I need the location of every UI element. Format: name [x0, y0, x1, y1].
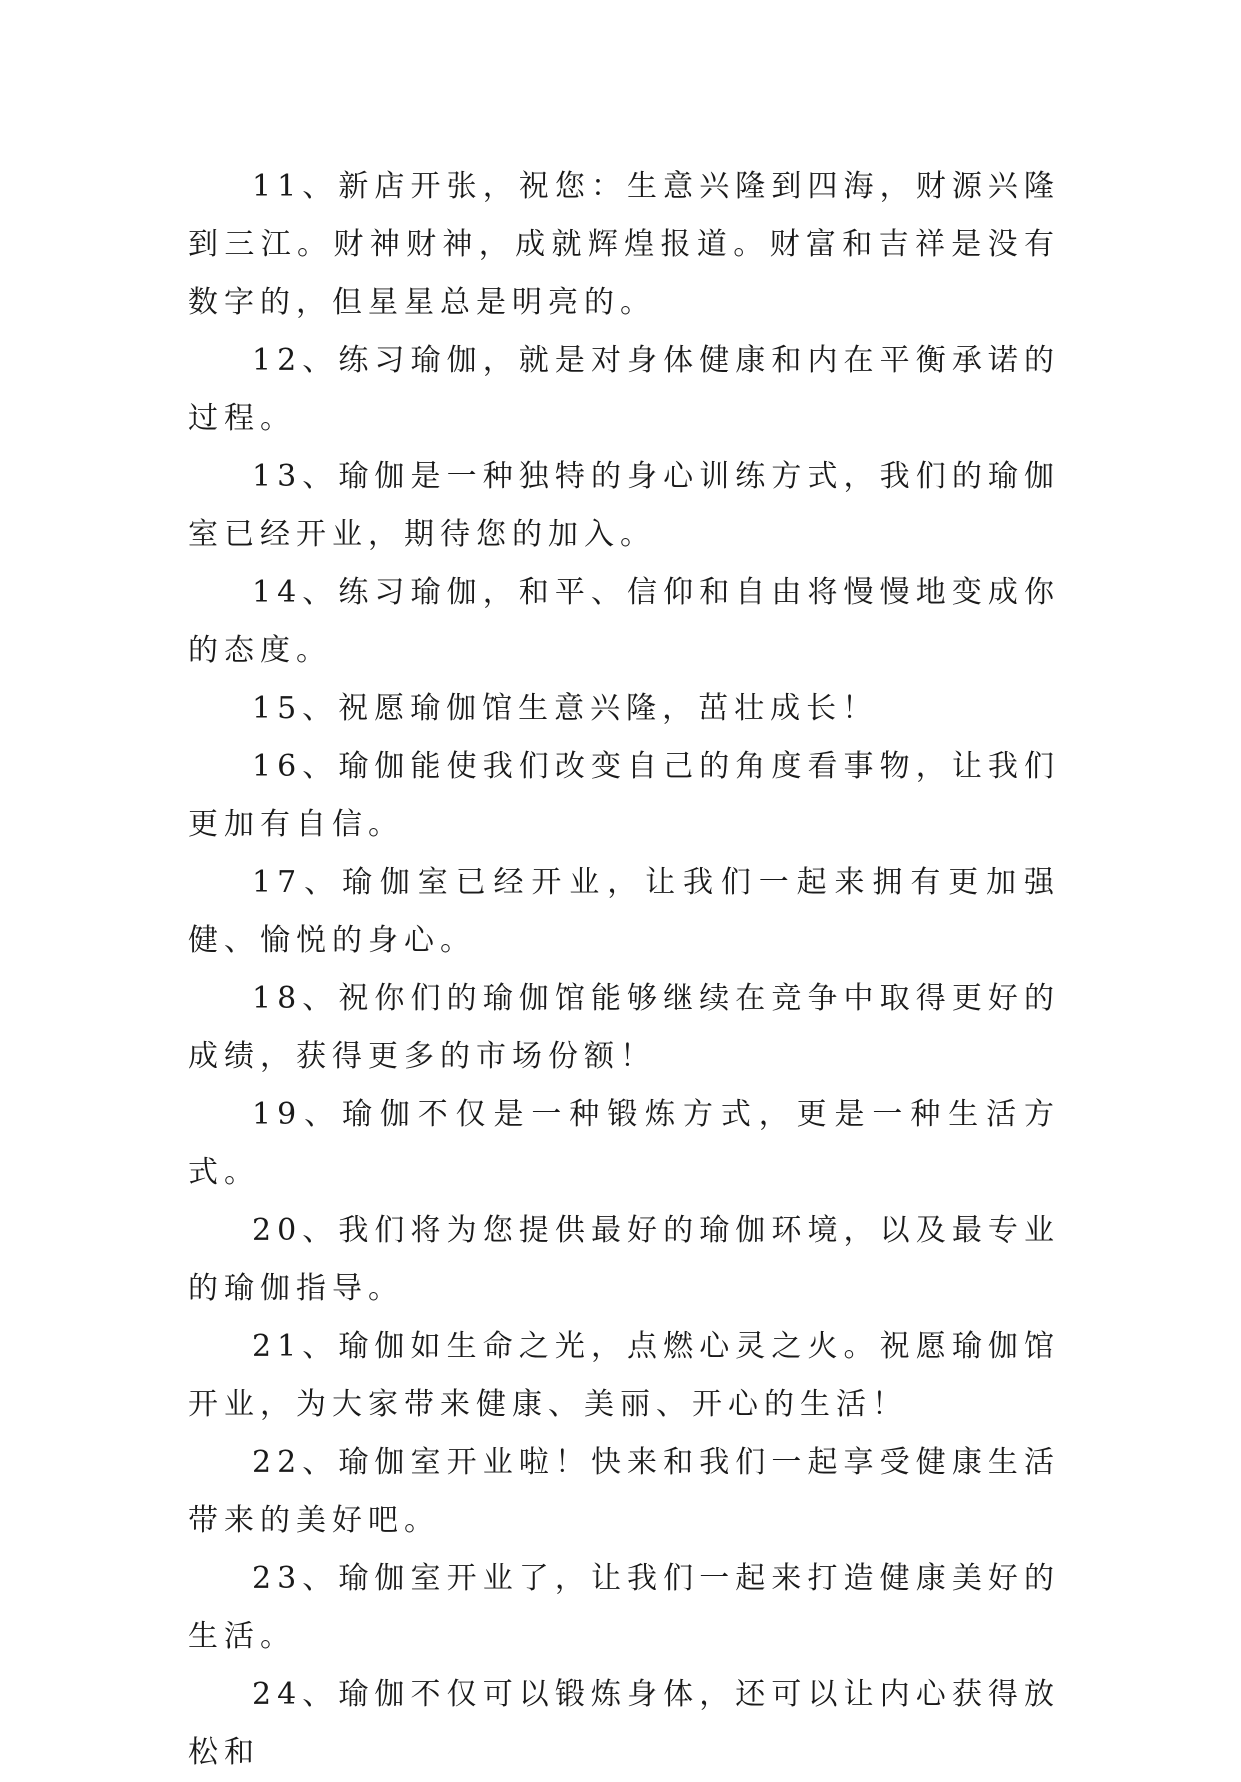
paragraph-21: 21、瑜伽如生命之光，点燃心灵之火。祝愿瑜伽馆开业，为大家带来健康、美丽、开心的生活！: [188, 1329, 1060, 1422]
paragraph-23: 23、瑜伽室开业了，让我们一起来打造健康美好的生活。: [188, 1561, 1060, 1654]
paragraph-14: 14、练习瑜伽，和平、信仰和自由将慢慢地变成你的态度。: [188, 575, 1060, 668]
document-body: [188, 158, 1060, 1782]
paragraph-19: 19、瑜伽不仅是一种锻炼方式，更是一种生活方式。: [188, 1097, 1060, 1190]
paragraph-22: 22、瑜伽室开业啦！快来和我们一起享受健康生活带来的美好吧。: [188, 1445, 1060, 1538]
paragraph-16: 16、瑜伽能使我们改变自己的角度看事物，让我们更加有自信。: [188, 749, 1060, 842]
paragraph-13: 13、瑜伽是一种独特的身心训练方式，我们的瑜伽室已经开业，期待您的加入。: [188, 459, 1060, 552]
paragraph-11: 11、新店开张，祝您：生意兴隆到四海，财源兴隆到三江。财神财神，成就辉煌报道。财富和吉祥是没有数字的，但星星总是明亮的。: [188, 169, 1060, 320]
paragraph-24: 24、瑜伽不仅可以锻炼身体，还可以让内心获得放松和: [188, 1677, 1060, 1770]
paragraph-12: 12、练习瑜伽，就是对身体健康和内在平衡承诺的过程。: [188, 343, 1060, 436]
paragraph-18: 18、祝你们的瑜伽馆能够继续在竞争中取得更好的成绩，获得更多的市场份额！: [188, 981, 1060, 1074]
paragraph-17: 17、瑜伽室已经开业，让我们一起来拥有更加强健、愉悦的身心。: [188, 865, 1060, 958]
paragraph-15: 15、祝愿瑜伽馆生意兴隆，茁壮成长！: [252, 691, 879, 726]
paragraph-20: 20、我们将为您提供最好的瑜伽环境，以及最专业的瑜伽指导。: [188, 1213, 1060, 1306]
